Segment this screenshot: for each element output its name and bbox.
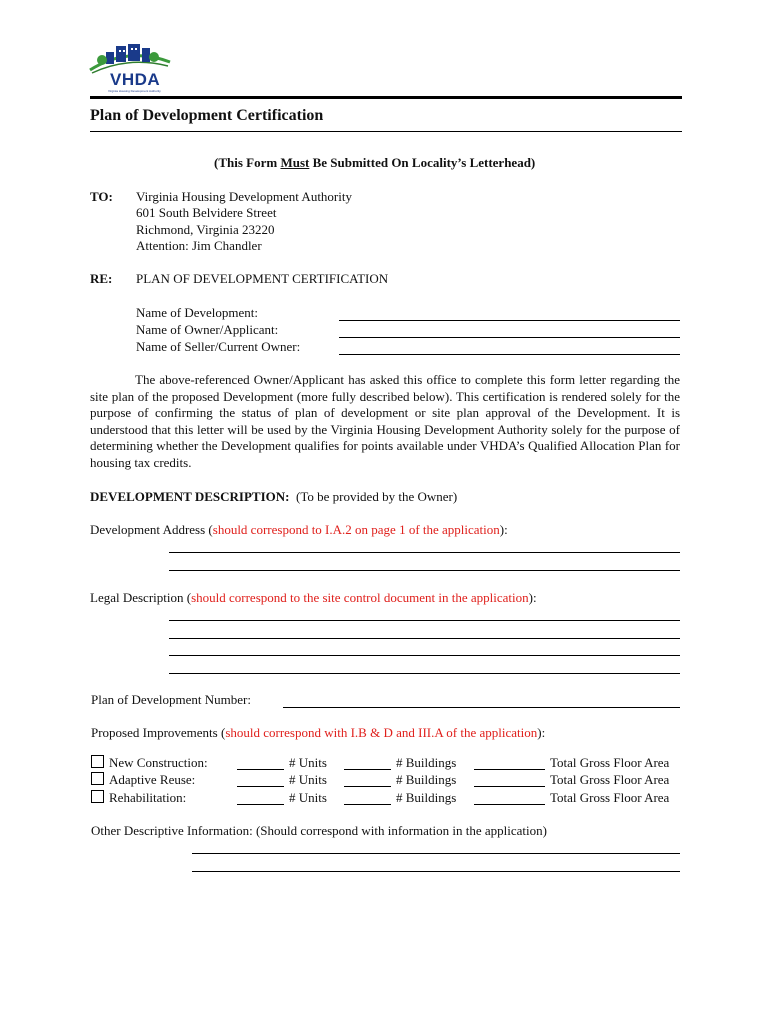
buildings-field[interactable] (344, 769, 391, 770)
other-info-field[interactable] (192, 853, 680, 854)
plan-number-field[interactable] (283, 707, 680, 708)
page-title: Plan of Development Certification (90, 107, 324, 124)
dev-description-heading: DEVELOPMENT DESCRIPTION: (To be provided by the Owner) (90, 489, 458, 504)
units-label: # Units (289, 772, 327, 787)
logo-tagline: Virginia Housing Development Authority (108, 89, 161, 93)
legal-description-label: Legal Description (should correspond to the site control document in the application): (90, 590, 537, 605)
floor-area-label: Total Gross Floor Area (550, 772, 670, 787)
legal-description-field[interactable] (169, 638, 680, 639)
development-address-field[interactable] (169, 570, 680, 571)
logo-text: VHDA (110, 70, 161, 89)
re-subject: PLAN OF DEVELOPMENT CERTIFICATION (136, 271, 389, 286)
new-construction-checkbox-row[interactable]: New Construction: (91, 755, 208, 771)
letterhead-notice: (This Form Must Be Submitted On Locality’s Letterhead) (214, 155, 536, 170)
other-info-field[interactable] (192, 871, 680, 872)
units-label: # Units (289, 790, 327, 805)
header-rule (90, 96, 682, 99)
buildings-label: # Buildings (396, 772, 457, 787)
development-name-label: Name of Development: (136, 305, 259, 320)
address-line: Virginia Housing Development Authority (136, 189, 352, 204)
address-line: Attention: Jim Chandler (136, 238, 262, 254)
vhda-logo (88, 40, 172, 96)
checkbox-icon[interactable] (91, 790, 104, 803)
buildings-label: # Buildings (396, 790, 457, 805)
checkbox-icon[interactable] (91, 772, 104, 785)
checkbox-icon[interactable] (91, 755, 104, 768)
floor-area-field[interactable] (474, 786, 545, 787)
plan-number-label: Plan of Development Number: (91, 692, 251, 707)
owner-applicant-label: Name of Owner/Applicant: (136, 322, 279, 337)
re-label: RE: (90, 271, 113, 286)
development-address-label: Development Address (should correspond to I.A.2 on page 1 of the application): (90, 522, 508, 537)
buildings-field[interactable] (344, 804, 391, 805)
owner-applicant-field[interactable] (339, 337, 680, 338)
units-field[interactable] (237, 804, 284, 805)
address-line: Richmond, Virginia 23220 (136, 221, 275, 237)
buildings-label: # Buildings (396, 755, 457, 770)
recipient-address (136, 189, 352, 255)
to-label: TO: (90, 189, 113, 204)
floor-area-label: Total Gross Floor Area (550, 790, 670, 805)
other-info-label: Other Descriptive Information: (Should correspond with information in the application) (91, 823, 547, 838)
development-name-field[interactable] (339, 320, 680, 321)
development-address-field[interactable] (169, 552, 680, 553)
adaptive-reuse-checkbox-row[interactable]: Adaptive Reuse: (91, 772, 195, 788)
rehabilitation-checkbox-row[interactable]: Rehabilitation: (91, 790, 186, 806)
floor-area-label: Total Gross Floor Area (550, 755, 670, 770)
legal-description-field[interactable] (169, 655, 680, 656)
units-field[interactable] (237, 786, 284, 787)
seller-owner-field[interactable] (339, 354, 680, 355)
units-field[interactable] (237, 769, 284, 770)
proposed-improvements-label: Proposed Improvements (should correspond with I.B & D and III.A of the application): (91, 725, 546, 740)
seller-owner-label: Name of Seller/Current Owner: (136, 339, 301, 354)
address-line: 601 South Belvidere Street (136, 205, 277, 221)
floor-area-field[interactable] (474, 804, 545, 805)
buildings-field[interactable] (344, 786, 391, 787)
units-label: # Units (289, 755, 327, 770)
legal-description-field[interactable] (169, 620, 680, 621)
floor-area-field[interactable] (474, 769, 545, 770)
title-rule (90, 131, 682, 132)
certification-paragraph: The above-referenced Owner/Applicant has asked this office to complete this form letter regarding the site plan of the proposed Development (more fully described below). This certification is rendered solely for the purpose of confirming the status of plan of development or site plan approval of the Development. It is understood that this letter will be used by the Virginia Housing Development Authority solely for the purpose of determining whether the Development qualifies for points available under VHDA’s Qualified Allocation Plan for housing tax credits. (90, 372, 680, 470)
legal-description-field[interactable] (169, 673, 680, 674)
